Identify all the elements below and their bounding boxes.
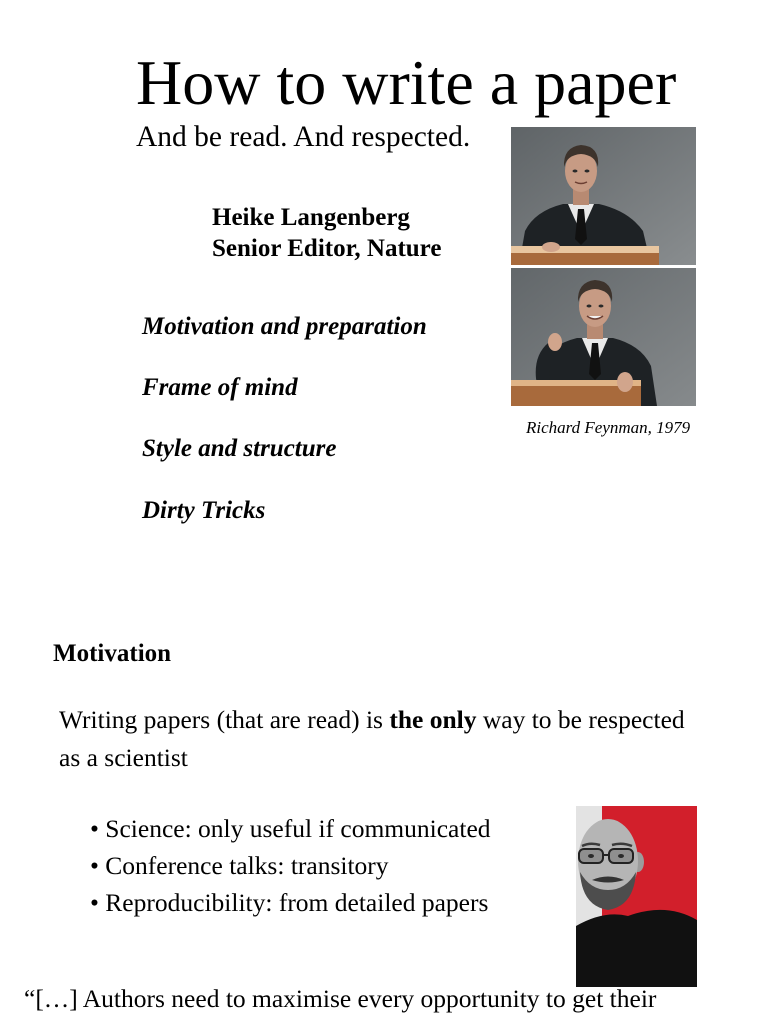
intro-emphasis: the only bbox=[389, 705, 477, 734]
bullet-item: • Reproducibility: from detailed papers bbox=[90, 888, 489, 917]
speaker-photo-bottom bbox=[511, 268, 696, 406]
bullet-item: • Conference talks: transitory bbox=[90, 851, 389, 880]
intro-line-1 bbox=[59, 707, 685, 733]
intro-line-2: as a scientist bbox=[59, 743, 188, 772]
speaker-photo-top bbox=[511, 127, 696, 265]
author-name: Heike Langenberg bbox=[212, 204, 410, 231]
topic-item: Frame of mind bbox=[142, 374, 298, 401]
topic-item: Motivation and preparation bbox=[142, 313, 427, 340]
author-role: Senior Editor, Nature bbox=[212, 235, 442, 262]
topic-item: Style and structure bbox=[142, 435, 337, 462]
section-heading: Motivation bbox=[53, 640, 172, 667]
topic-item: Dirty Tricks bbox=[142, 497, 266, 524]
intro-text-start: Writing papers (that are read) is bbox=[59, 705, 390, 734]
bullet-item: • Science: only useful if communicated bbox=[90, 814, 491, 843]
portrait-photo bbox=[576, 806, 697, 987]
quote-line: “[…] Authors need to maximise every opportunity to get their bbox=[24, 984, 657, 1013]
slide-subtitle: And be read. And respected. bbox=[136, 121, 471, 153]
photo-caption: Richard Feynman, 1979 bbox=[526, 418, 691, 437]
slide-title: How to write a paper bbox=[136, 47, 677, 118]
intro-text-end: way to be respected bbox=[476, 705, 685, 734]
